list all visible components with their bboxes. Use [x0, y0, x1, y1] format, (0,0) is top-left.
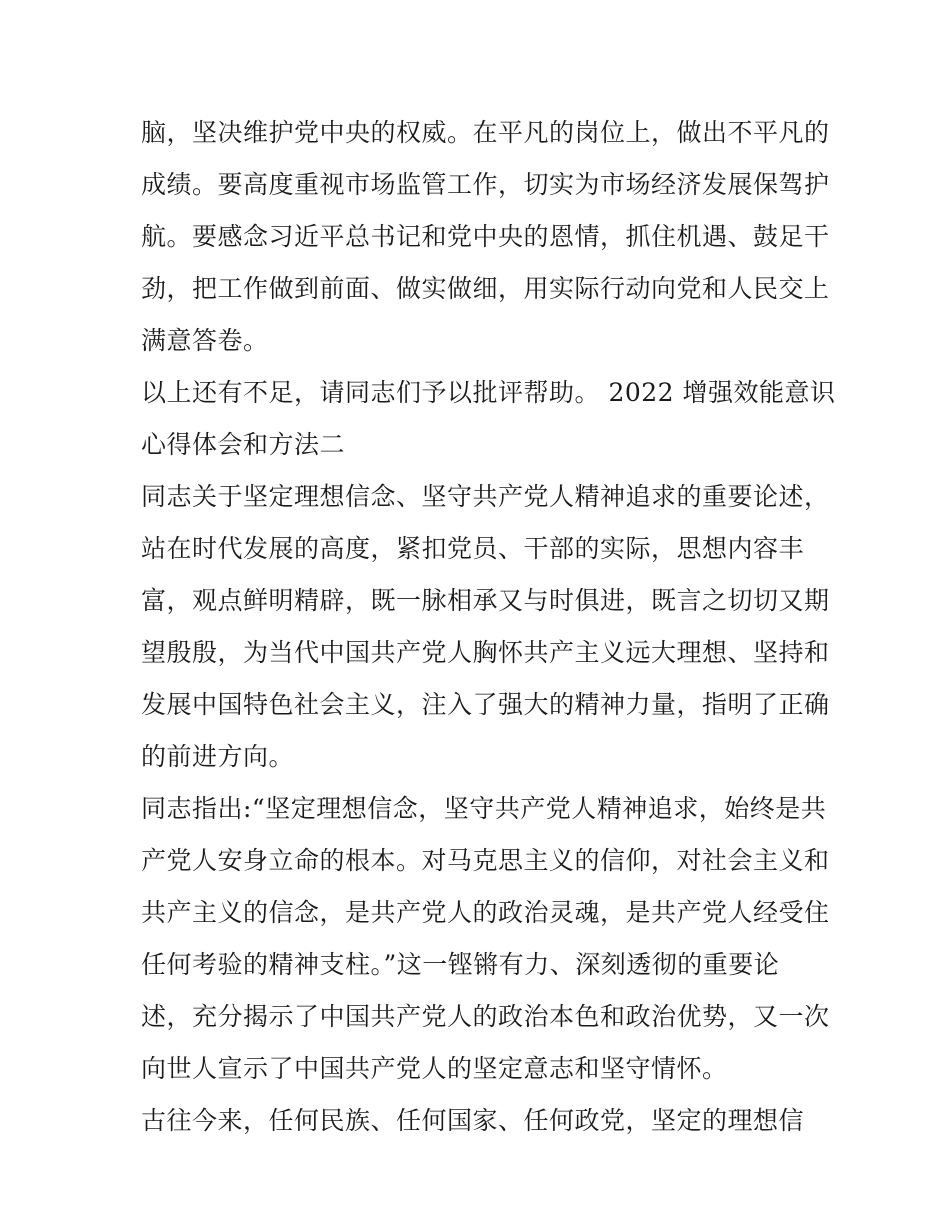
text-line: 站在时代发展的高度，紧扣党员、干部的实际，思想内容丰: [141, 534, 805, 563]
text-line: 产党人安身立命的根本。对马克思主义的信仰，对社会主义和: [141, 846, 830, 875]
text-line: 满意答卷。: [141, 326, 269, 355]
text-line: 述，充分揭示了中国共产党人的政治本色和政治优势，又一次: [141, 1002, 830, 1031]
text-line: 航。要感念习近平总书记和党中央的恩情，抓住机遇、鼓足干: [141, 222, 830, 251]
text-line: 向世人宣示了中国共产党人的坚定意志和坚守情怀。: [141, 1054, 728, 1083]
text-line: 古往今来，任何民族、任何国家、任何政党，坚定的理想信: [141, 1106, 805, 1135]
body-text: [141, 107, 836, 1147]
text-line: 成绩。要高度重视市场监管工作，切实为市场经济发展保驾护: [141, 170, 830, 199]
text-line: 以上还有不足，请同志们予以批评帮助。 2022 增强效能意识: [141, 378, 836, 407]
text-line: 任何考验的精神支柱。”这一铿锵有力、深刻透彻的重要论: [141, 950, 780, 979]
text-line: 脑，坚决维护党中央的权威。在平凡的岗位上，做出不平凡的: [141, 118, 830, 147]
text-line: 共产主义的信念，是共产党人的政治灵魂，是共产党人经受住: [141, 898, 830, 927]
text-line: 劲，把工作做到前面、做实做细，用实际行动向党和人民交上: [141, 274, 830, 303]
text-line: 同志关于坚定理想信念、坚守共产党人精神追求的重要论述，: [141, 482, 830, 511]
text-line: 的前进方向。: [141, 742, 295, 771]
text-line: 心得体会和方法二: [141, 430, 346, 459]
text-line: 同志指出:“坚定理想信念，坚守共产党人精神追求，始终是共: [141, 794, 827, 823]
text-line: 发展中国特色社会主义，注入了强大的精神力量，指明了正确: [141, 690, 830, 719]
text-line: 富，观点鲜明精辟，既一脉相承又与时俱进，既言之切切又期: [141, 586, 830, 615]
text-line: 望殷殷，为当代中国共产党人胸怀共产主义远大理想、坚持和: [141, 638, 830, 667]
